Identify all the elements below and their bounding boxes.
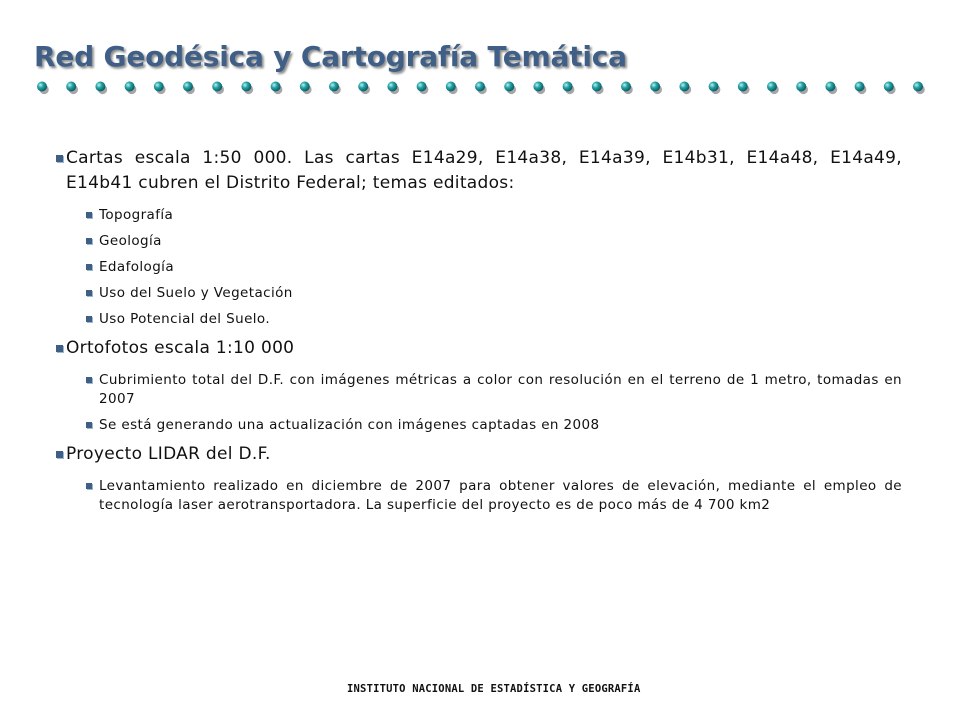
divider-dot bbox=[183, 82, 193, 92]
divider-dot bbox=[300, 82, 310, 92]
divider-dot bbox=[387, 82, 397, 92]
sub-bullet-uso-potencial: Uso Potencial del Suelo. bbox=[86, 310, 902, 329]
divider-dot bbox=[563, 82, 573, 92]
divider-dot bbox=[154, 82, 164, 92]
page-title: Red Geodésica y Cartografía Temática bbox=[34, 40, 627, 73]
divider-dot bbox=[767, 82, 777, 92]
divider-dot bbox=[738, 82, 748, 92]
bullet-lidar: Proyecto LIDAR del D.F. bbox=[56, 442, 902, 467]
sub-bullet-edafologia: Edafología bbox=[86, 258, 902, 277]
divider-dot bbox=[241, 82, 251, 92]
sub-bullet-cubrimiento: Cubrimiento total del D.F. con imágenes métricas a color con resolución en el terreno de 1 metro, tomadas en 2007 bbox=[86, 371, 902, 409]
dot-divider bbox=[32, 74, 932, 100]
sub-bullet-actualizacion: Se está generando una actualización con imágenes captadas en 2008 bbox=[86, 416, 902, 435]
divider-dot bbox=[37, 82, 47, 92]
bullet-cartas: Cartas escala 1:50 000. Las cartas E14a29, E14a38, E14a39, E14b31, E14a48, E14a49, E14b41 cubren el Distrito Federal; temas editados: bbox=[56, 146, 902, 196]
divider-dot bbox=[533, 82, 543, 92]
divider-dot bbox=[621, 82, 631, 92]
bullet-ortofotos: Ortofotos escala 1:10 000 bbox=[56, 336, 902, 361]
footer-institution: INSTITUTO NACIONAL DE ESTADÍSTICA Y GEOGRAFÍA bbox=[347, 683, 641, 695]
divider-dot bbox=[95, 82, 105, 92]
divider-dot bbox=[417, 82, 427, 92]
sub-bullet-levantamiento: Levantamiento realizado en diciembre de 2007 para obtener valores de elevación, mediante el empleo de tecnología laser aerotransportadora. La superficie del proyecto es de poco más de 4 700 km2 bbox=[86, 477, 902, 515]
divider-dot bbox=[66, 82, 76, 92]
divider-dot bbox=[796, 82, 806, 92]
divider-dot bbox=[592, 82, 602, 92]
divider-dot bbox=[475, 82, 485, 92]
divider-dot bbox=[271, 82, 281, 92]
divider-dot bbox=[446, 82, 456, 92]
divider-dot bbox=[855, 82, 865, 92]
divider-dot bbox=[504, 82, 514, 92]
divider-dot bbox=[125, 82, 135, 92]
sub-bullet-topografia: Topografía bbox=[86, 206, 902, 225]
divider-dot bbox=[329, 82, 339, 92]
slide-content bbox=[56, 146, 902, 522]
divider-dot bbox=[709, 82, 719, 92]
divider-dot bbox=[913, 82, 923, 92]
sub-bullet-uso-suelo: Uso del Suelo y Vegetación bbox=[86, 284, 902, 303]
divider-dot bbox=[884, 82, 894, 92]
divider-dot bbox=[825, 82, 835, 92]
divider-dot bbox=[650, 82, 660, 92]
sub-bullet-geologia: Geología bbox=[86, 232, 902, 251]
divider-dot bbox=[679, 82, 689, 92]
divider-dot bbox=[212, 82, 222, 92]
divider-dot bbox=[358, 82, 368, 92]
